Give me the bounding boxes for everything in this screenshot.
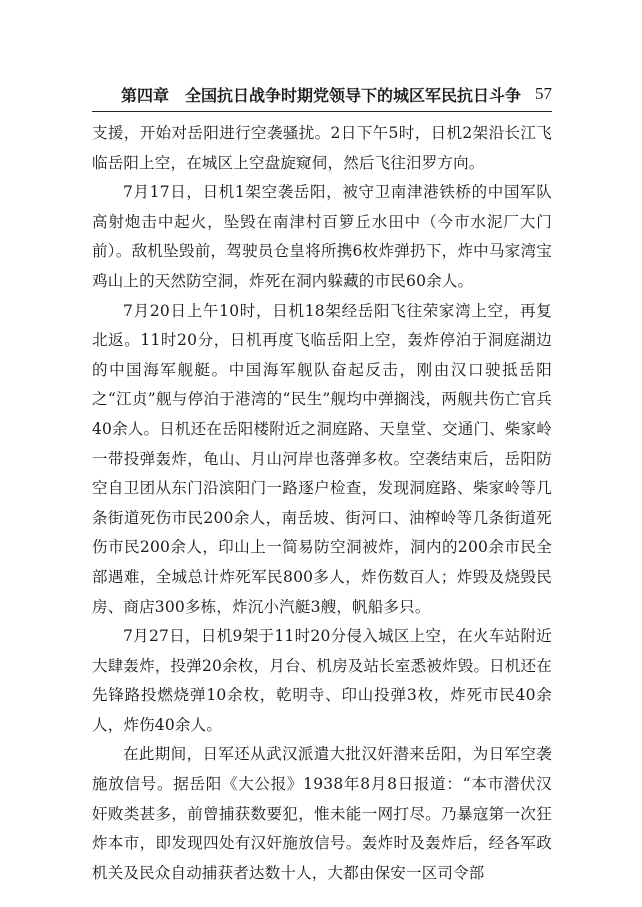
paragraph-continuation: 支援，开始对岳阳进行空袭骚扰。2日下午5时，日机2架沿长江飞临岳阳上空，在城区上空盘旋窥伺，然后飞往汨罗方向。 — [92, 124, 552, 172]
running-header — [92, 80, 552, 108]
paragraph: 在此期间，日军还从武汉派遣大批汉奸潜来岳阳，为日军空袭施放信号。据岳阳《大公报》1938年8月8日报道：“本市潜伏汉奸败类甚多，前曾捕获数要犯，惟未能一网打尽。乃暴寇第一次狂炸本市，即发现四处有汉奸施放信号。轰炸时及轰炸后，经各军政机关及民众自动捕获者达数十人，大都由保安一区司令部 — [92, 745, 552, 882]
body-text — [92, 119, 552, 888]
paragraph: 7月17日，日机1架空袭岳阳，被守卫南津港铁桥的中国军队高射炮击中起火，坠毁在南津村百箩丘水田中（今市水泥厂大门前）。敌机坠毁前，驾驶员仓皇将所携6枚炸弹扔下，炸中马家湾宝鸡山上的天然防空洞，炸死在洞内躲藏的市民60余人。 — [92, 183, 552, 290]
paragraph: 7月20日上午10时，日机18架经岳阳飞往荣家湾上空，再复北返。11时20分，日机再度飞临岳阳上空，轰炸停泊于洞庭湖边的中国海军舰艇。中国海军舰队奋起反击，刚由汉口驶抵岳阳之“江贞”舰与停泊于港湾的“民生”舰均中弹搁浅，两舰共伤亡官兵40余人。日机还在岳阳楼附近之洞庭路、天皇堂、交通门、柴家岭一带投弹轰炸，龟山、月山河岸也落弹多枚。空袭结束后，岳阳防空自卫团从东门沿滨阳门一路逐户检查，发现洞庭路、柴家岭等几条街道死伤市民200余人，南岳坡、街河口、油榨岭等几条街道死伤市民200余人，印山上一简易防空洞被炸，洞内的200余市民全部遇难，全城总计炸死军民800多人，炸伤数百人；炸毁及烧毁民房、商店300多栋，炸沉小汽艇3艘，帆船多只。 — [92, 301, 552, 616]
chapter-title: 第四章 全国抗日战争时期党领导下的城区军民抗日斗争 — [120, 85, 521, 105]
paragraph: 7月27日，日机9架于11时20分侵入城区上空，在火车站附近大肆轰炸，投弹20余枚，月台、机房及站长室悉被炸毁。日机还在先锋路投燃烧弹10余枚，乾明寺、印山投弹3枚，炸死市民40余人，炸伤40余人。 — [92, 627, 552, 734]
page-number: 57 — [535, 84, 552, 103]
header-rule — [92, 111, 552, 112]
